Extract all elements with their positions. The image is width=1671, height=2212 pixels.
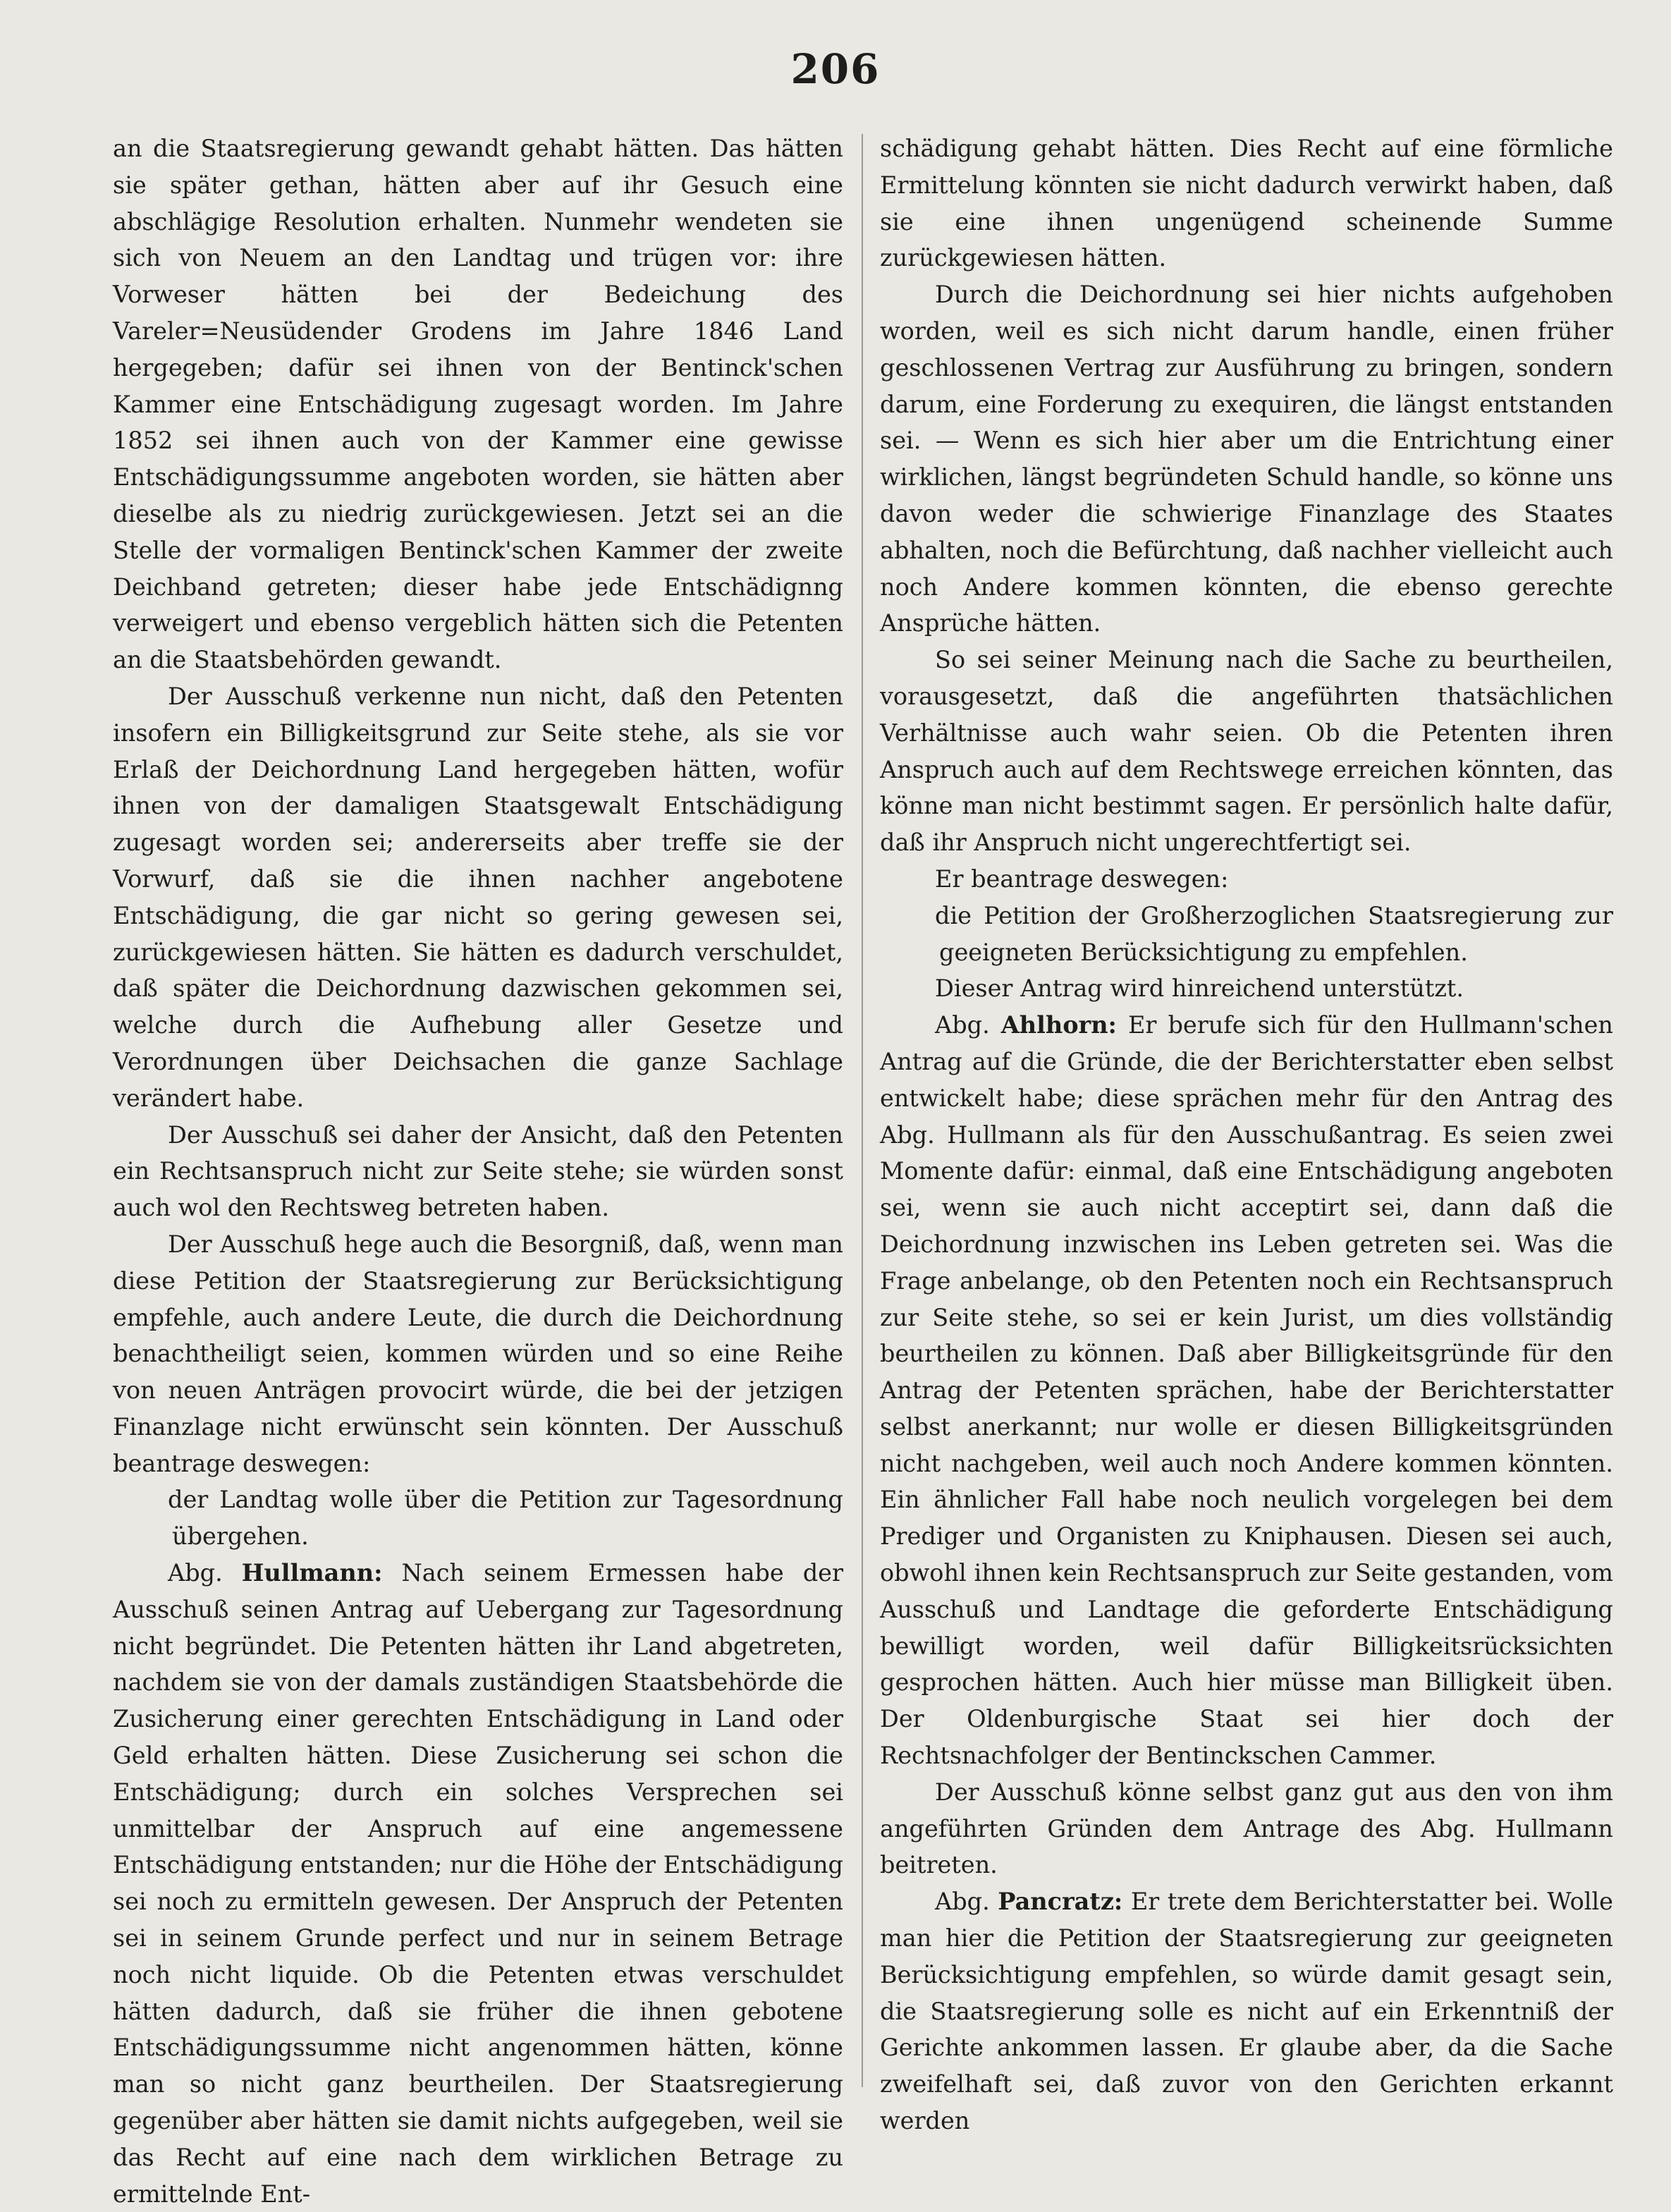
paragraph: Der Ausschuß verkenne nun nicht, daß den Petenten insofern ein Billigkeitsgrund zur Seite stehe, als sie vor Erlaß der Deichordnung Land hergegeben hätten, wofür ihnen von der damaligen Staatsgewalt Entschädigung zugesagt worden sei; andererseits aber treffe sie der Vorwurf, daß sie die ihnen nachher angebotene Entschädigung, die gar nicht so gering gewesen sei, zurückgewiesen hätten. Sie hätten es dadurch verschuldet, daß später die Deichordnung dazwischen gekommen sei, welche durch die Aufhebung aller Gesetze und Verordnungen über Deichsachen die ganze Sachlage verändert habe. xyxy=(113,682,843,1112)
speech-paragraph xyxy=(880,1883,1613,2139)
page-number: 206 xyxy=(790,45,881,93)
speech-paragraph xyxy=(880,1007,1613,1774)
paragraph: an die Staatsregierung gewandt gehabt hätten. Das hätten sie später gethan, hätten aber auf ihr Gesuch eine abschlägige Resolution erhalten. Nunmehr wendeten sie sich von Neuem an den Landtag und trügen vor: ihre Vorweser hätten bei der Bedeichung des Vareler=Neusüdender Grodens im Jahre 1846 Land hergegeben; dafür sei ihnen von der Bentinck'schen Kammer eine Entschädigung zugesagt worden. Im Jahre 1852 sei ihnen auch von der Kammer eine gewisse Entschädigungssumme angeboten worden, sie hätten aber dieselbe als zu niedrig zurückgewiesen. Jetzt sei an die Stelle der vormaligen Bentinck'schen Kammer der zweite Deichband getreten; dieser habe jede Entschädignng verweigert und ebenso vergeblich hätten sich die Petenten an die Staatsbehörden gewandt. xyxy=(113,135,843,674)
speaker-name: Ahlhorn: xyxy=(1000,1011,1117,1039)
right-column xyxy=(880,130,1614,2135)
paragraph: schädigung gehabt hätten. Dies Recht auf eine förmliche Ermittelung könnten sie nicht dadurch verwirkt haben, daß sie eine ihnen ungenügend scheinende Summe zurückgewiesen hätten. xyxy=(880,135,1613,272)
paragraph: Er beantrage deswegen: xyxy=(935,864,1229,893)
motion-text: die Petition der Großherzoglichen Staatsregierung zur geeigneten Berücksichtigung zu empfehlen. xyxy=(935,901,1613,966)
left-column xyxy=(113,130,843,2208)
speaker-name: Pancratz: xyxy=(998,1888,1123,1916)
paragraph: Der Ausschuß sei daher der Ansicht, daß den Petenten ein Rechtsanspruch nicht zur Seite stehe; sie würden sonst auch wol den Rechtsweg betreten haben. xyxy=(113,1120,843,1222)
paragraph: Der Ausschuß hege auch die Besorgniß, daß, wenn man diese Petition der Staatsregierung zur Berücksichtigung empfehle, auch andere Leute, die durch die Deichordnung benachtheiligt seien, kommen würden und so eine Reihe von neuen Anträgen provocirt würde, die bei der jetzigen Finanzlage nicht erwünscht sein könnten. Der Ausschuß beantrage deswegen: xyxy=(113,1230,843,1477)
speaker-prefix: Abg. xyxy=(935,1888,990,1916)
speech-text: Er berufe sich für den Hullmann'schen Antrag auf die Gründe, die der Berichterstatter eben selbst entwickelt habe; diese sprächen mehr für den Antrag des Abg. Hullmann als für den Ausschußantrag. Es seien zwei Momente dafür: einmal, daß eine Entschädigung angeboten sei, wenn sie auch nicht acceptirt sei, dann daß die Deichordnung inzwischen ins Leben getreten sei. Was die Frage anbelange, ob den Petenten noch ein Rechtsanspruch zur Seite stehe, so sei er kein Jurist, um dies vollständig beurtheilen zu können. Daß aber Billigkeitsgründe für den Antrag der Petenten sprächen, habe der Berichterstatter selbst anerkannt; nur wolle er diesen Billigkeitsgründen nicht nachgeben, weil auch noch Andere kommen könnten. Ein ähnlicher Fall habe noch neulich vorgelegen bei dem Prediger und Organisten zu Kniphausen. Diesen sei auch, obwohl ihnen kein Rechtsanspruch zur Seite gestanden, vom Ausschuß und Landtage die geforderte Entschädigung bewilligt worden, weil dafür Billigkeitsrücksichten gesprochen hätten. Auch hier müsse man Billigkeit üben. Der Oldenburgische Staat sei hier doch der Rechtsnachfolger der Bentinckschen Cammer. xyxy=(880,1011,1613,1770)
paragraph: Dieser Antrag wird hinreichend unterstützt. xyxy=(935,974,1464,1003)
paragraph: So sei seiner Meinung nach die Sache zu beurtheilen, vorausgesetzt, daß die angeführten thatsächlichen Verhältnisse auch wahr seien. Ob die Petenten ihren Anspruch auch auf dem Rechtswege erreichen könnten, das könne man nicht bestimmt sagen. Er persönlich halte dafür, daß ihr Anspruch nicht ungerechtfertigt sei. xyxy=(880,646,1613,857)
speech-text: Nach seinem Ermessen habe der Ausschuß seinen Antrag auf Uebergang zur Tagesordnung nicht begründet. Die Petenten hätten ihr Land abgetreten, nachdem sie von der damals zuständigen Staatsbehörde die Zusicherung einer gerechten Entschädigung in Land oder Geld erhalten hätten. Diese Zusicherung sei schon die Entschädigung; durch ein solches Versprechen sei unmittelbar der Anspruch auf eine angemessene Entschädigung entstanden; nur die Höhe der Entschädigung sei noch zu ermitteln gewesen. Der Anspruch der Petenten sei in seinem Grunde perfect und nur in seinem Betrage noch nicht liquide. Ob die Petenten etwas verschuldet hätten dadurch, daß sie früher die ihnen gebotene Entschädigungssumme nicht angenommen hätten, könne man so nicht ganz beurtheilen. Der Staatsregierung gegenüber aber hätten sie damit nichts aufgegeben, weil sie das Recht auf eine nach dem wirklichen Betrage zu ermittelnde Ent- xyxy=(113,1559,843,2208)
speaker-name: Hullmann: xyxy=(241,1559,383,1587)
column-divider xyxy=(862,134,863,2087)
speech-paragraph xyxy=(113,1555,843,2212)
paragraph: Durch die Deichordnung sei hier nichts aufgehoben worden, weil es sich nicht darum handle, einen früher geschlossenen Vertrag zur Ausführung zu bringen, sondern darum, eine Forderung zu exequiren, die längst entstanden sei. — Wenn es sich hier aber um die Entrichtung einer wirklichen, längst begründeten Schuld handle, so könne uns davon weder die schwierige Finanzlage des Staates abhalten, noch die Befürchtung, daß nachher vielleicht auch noch Andere kommen könnten, die ebenso gerechte Ansprüche hätten. xyxy=(880,281,1613,637)
speech-text: Er trete dem Berichterstatter bei. Wolle man hier die Petition der Staatsregierung zur geeigneten Berücksichtigung empfehlen, so würde damit gesagt sein, die Staatsregierung solle es nicht auf ein Erkenntniß der Gerichte ankommen lassen. Er glaube aber, da die Sache zweifelhaft sei, daß zuvor von den Gerichten erkannt werden xyxy=(880,1888,1614,2135)
motion-text: der Landtag wolle über die Petition zur Tagesordnung übergehen. xyxy=(168,1486,843,1551)
paragraph: Der Ausschuß könne selbst ganz gut aus den von ihm angeführten Gründen dem Antrage des Abg. Hullmann beitreten. xyxy=(880,1778,1613,1879)
speaker-prefix: Abg. xyxy=(935,1011,990,1039)
speaker-prefix: Abg. xyxy=(168,1559,223,1587)
